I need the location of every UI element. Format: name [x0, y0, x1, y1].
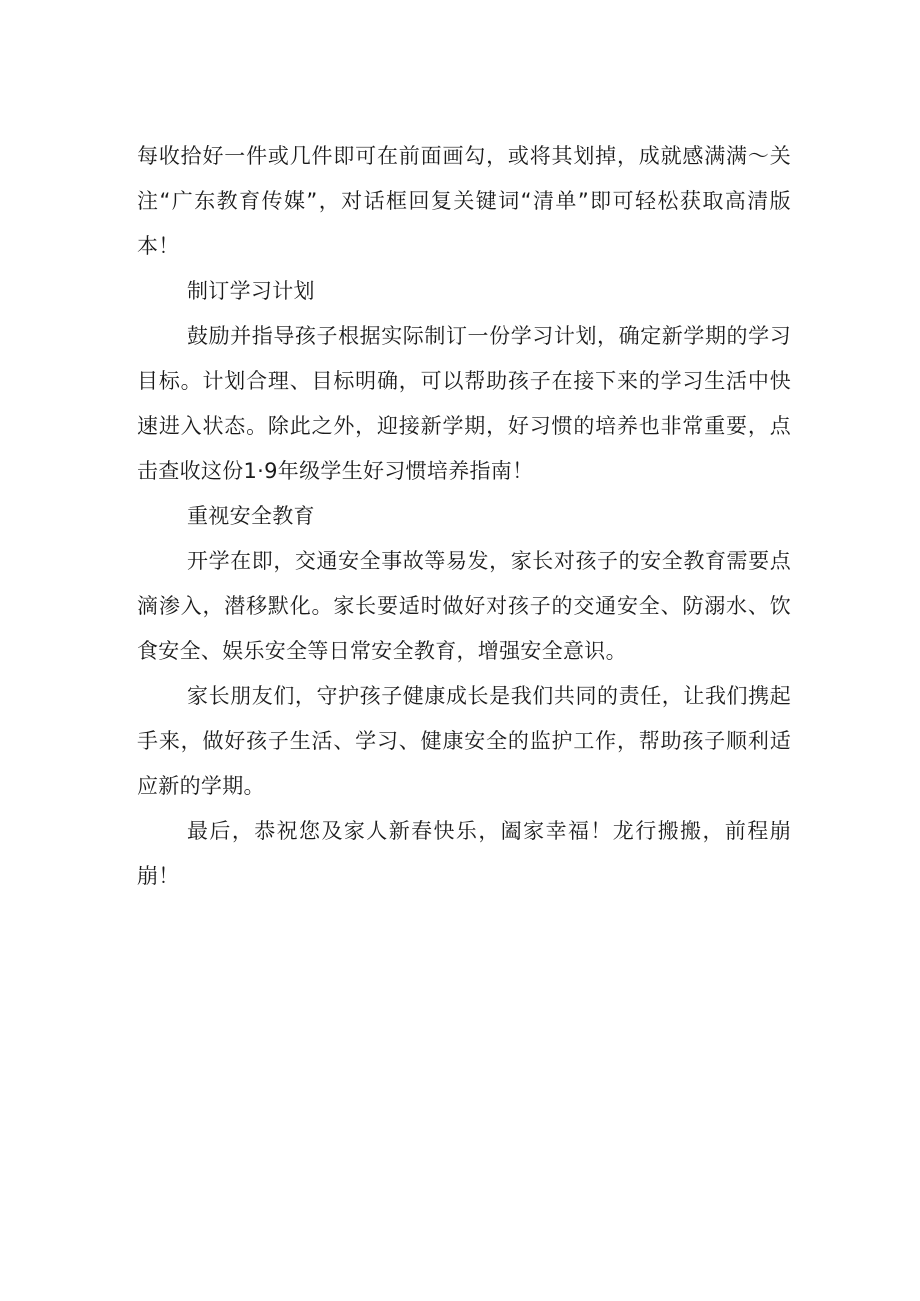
closing-paragraph: 最后，恭祝您及家人新春快乐，阖家幸福！龙行搬搬，前程崩崩！ [137, 819, 791, 888]
parents-paragraph: 家长朋友们，守护孩子健康成长是我们共同的责任，让我们携起手来，做好孩子生活、学习、健康安全的监护工作，帮助孩子顺利适应新的学期。 [137, 684, 791, 798]
document-page [137, 134, 791, 899]
safety-education-paragraph: 开学在即，交通安全事故等易发，家长对孩子的安全教育需要点滴渗入，潜移默化。家长要适时做好对孩子的交通安全、防溺水、饮食安全、娱乐安全等日常安全教育，增强安全意识。 [137, 549, 791, 663]
study-plan-paragraph: 鼓励并指导孩子根据实际制订一份学习计划，确定新学期的学习目标。计划合理、目标明确，可以帮助孩子在接下来的学习生活中快速进入状态。除此之外，迎接新学期，好习惯的培养也非常重要，点击查收这份1·9年级学生好习惯培养指南！ [137, 324, 791, 483]
section-heading-safety-education: 重视安全教育 [187, 504, 315, 528]
intro-paragraph: 每收拾好一件或几件即可在前面画勾，或将其划掉，成就感满满～关注“广东教育传媒”，对话框回复关键词“清单”即可轻松获取高清版本！ [137, 144, 791, 258]
section-heading-study-plan: 制订学习计划 [187, 279, 315, 303]
